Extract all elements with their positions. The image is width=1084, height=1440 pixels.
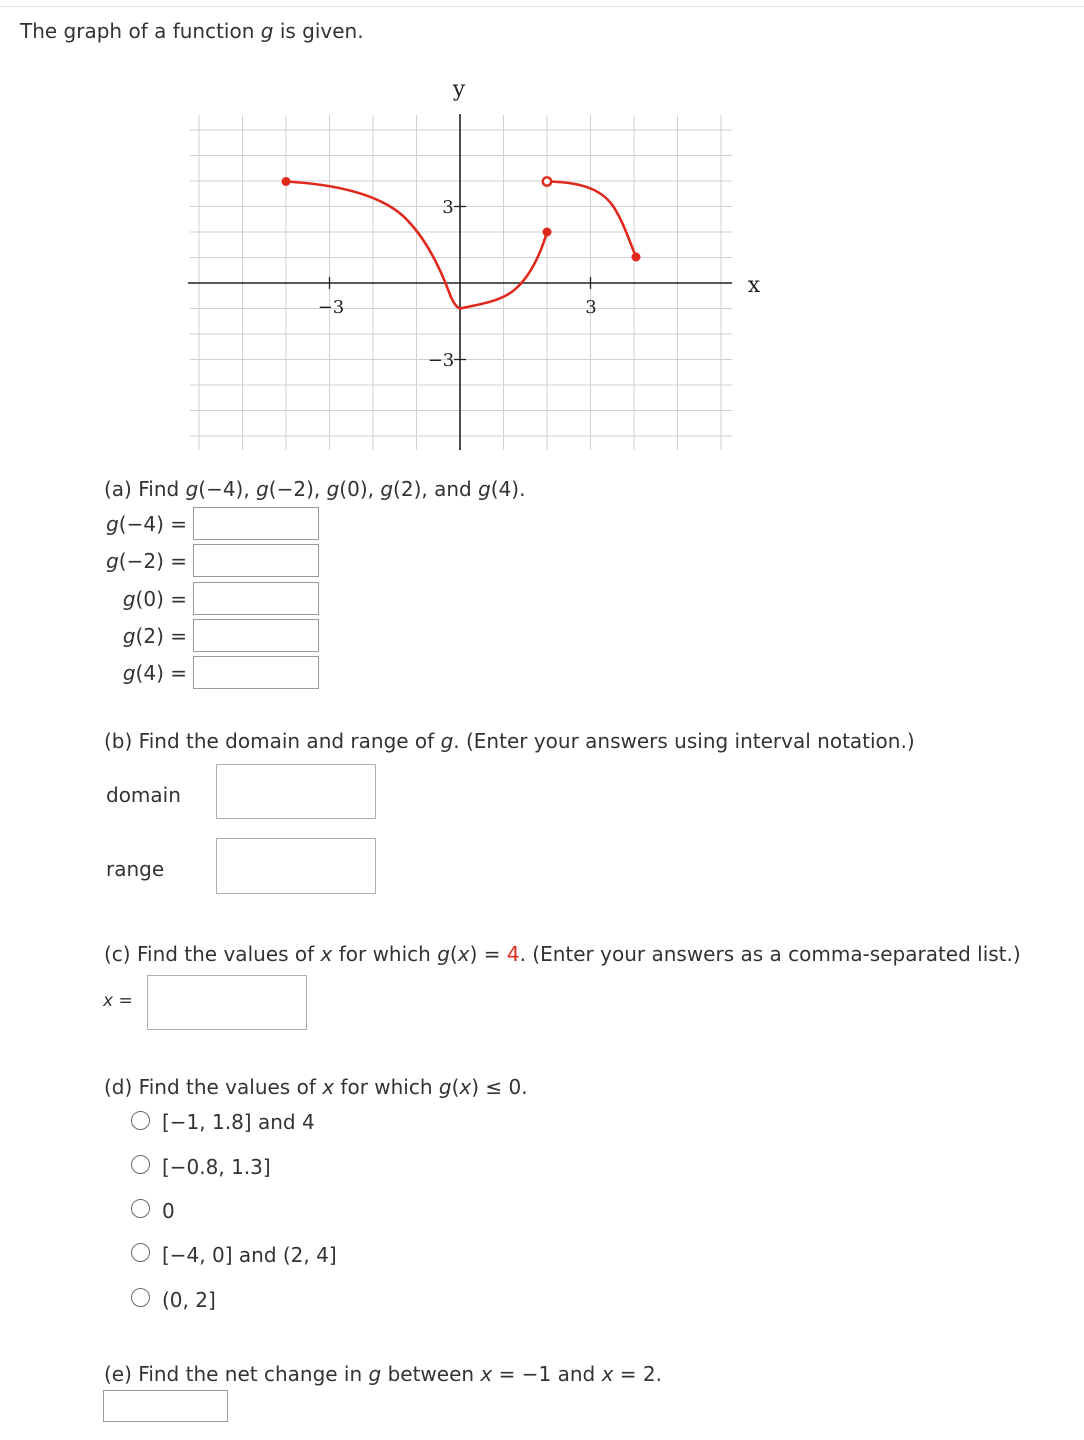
domain-input[interactable]: [216, 764, 376, 819]
part-c-func: g: [437, 942, 450, 966]
option-1-radio[interactable]: [131, 1111, 150, 1130]
part-a-a3: (0),: [339, 477, 381, 501]
part-c-close: ) =: [469, 942, 507, 966]
part-b-var: g: [440, 729, 454, 753]
net-change-input[interactable]: [103, 1390, 228, 1422]
option-5-label[interactable]: (0, 2]: [162, 1288, 216, 1312]
part-c-var-x: x: [320, 942, 333, 966]
part-e-eq1: = −1 and: [492, 1362, 602, 1386]
x-axis-label: x: [747, 273, 761, 298]
y-tick-label-neg3: −3: [427, 350, 455, 371]
g-neg4-label: g(−4) =: [106, 512, 187, 536]
part-a-g2: g: [256, 477, 269, 501]
part-c-open: (: [449, 942, 458, 966]
part-e-question: [104, 1362, 662, 1386]
part-c-prefix: (c) Find the values of: [104, 942, 321, 966]
y-tick-label-3: 3: [442, 197, 454, 218]
option-2-label[interactable]: [−0.8, 1.3]: [162, 1155, 271, 1179]
endpoint-open-mid: [543, 177, 551, 185]
g-2-input[interactable]: [193, 619, 319, 652]
part-d-open: (: [451, 1075, 460, 1099]
option-4-label[interactable]: [−4, 0] and (2, 4]: [162, 1243, 337, 1267]
top-divider: [0, 6, 1084, 7]
g-0-label: g(0) =: [122, 587, 187, 611]
part-b-prefix: (b) Find the domain and range of: [104, 729, 441, 753]
x-values-input[interactable]: [147, 975, 307, 1030]
g-neg4-input[interactable]: [193, 507, 319, 540]
part-b-question: [104, 729, 915, 753]
endpoint-closed-left: [282, 177, 291, 186]
part-c-target-value: 4: [506, 942, 520, 966]
part-e-eq2: = 2.: [613, 1362, 662, 1386]
range-label: range: [106, 857, 165, 881]
part-a-a4: (2), and: [393, 477, 479, 501]
function-curve: [286, 182, 636, 309]
part-e-prefix: (e) Find the net change in: [104, 1362, 369, 1386]
part-a-a5: (4).: [490, 477, 526, 501]
x-equals-label: x =: [103, 991, 133, 1011]
part-a-g5: g: [478, 477, 491, 501]
option-4-radio[interactable]: [131, 1243, 150, 1262]
option-2-radio[interactable]: [131, 1155, 150, 1174]
part-c-arg-x: x: [457, 942, 470, 966]
endpoint-closed-mid: [543, 228, 552, 237]
part-a-prefix: (a) Find: [104, 477, 186, 501]
part-e-mid: between: [381, 1362, 481, 1386]
x-tick-label-3: 3: [585, 297, 597, 318]
part-d-arg-x: x: [459, 1075, 472, 1099]
part-a-a1: (−4),: [198, 477, 257, 501]
curve-right-arc: [547, 182, 636, 258]
part-c-suffix: . (Enter your answers as a comma-separated list.): [519, 942, 1021, 966]
part-a-g4: g: [380, 477, 394, 501]
part-d-var-x: x: [322, 1075, 335, 1099]
range-input[interactable]: [216, 838, 376, 894]
part-a-a2: (−2),: [268, 477, 327, 501]
part-d-close: ) ≤ 0.: [471, 1075, 528, 1099]
intro-pre: The graph of a function: [20, 19, 261, 43]
option-3-radio[interactable]: [131, 1199, 150, 1218]
part-e-x1: x: [480, 1362, 493, 1386]
g-2-label: g(2) =: [122, 624, 187, 648]
function-graph: [180, 70, 780, 455]
option-3-label[interactable]: 0: [162, 1199, 175, 1223]
endpoint-closed-right: [632, 253, 641, 262]
part-e-x2: x: [601, 1362, 614, 1386]
y-axis-label: y: [452, 77, 466, 102]
g-neg2-input[interactable]: [193, 544, 319, 577]
part-a-question: [104, 477, 525, 501]
option-1-label[interactable]: [−1, 1.8] and 4: [162, 1110, 315, 1134]
g-4-label: g(4) =: [122, 661, 187, 685]
option-5-radio[interactable]: [131, 1288, 150, 1307]
x-tick-label-neg3: −3: [317, 297, 345, 318]
g-0-input[interactable]: [193, 582, 319, 615]
g-4-input[interactable]: [193, 656, 319, 689]
part-d-question: [104, 1075, 528, 1099]
part-a-g1: g: [185, 477, 199, 501]
domain-label: domain: [106, 783, 181, 807]
part-e-var: g: [368, 1362, 382, 1386]
part-a-g3: g: [326, 477, 340, 501]
intro-text: [20, 19, 364, 43]
intro-post: is given.: [273, 19, 364, 43]
part-d-func: g: [438, 1075, 452, 1099]
part-b-suffix: . (Enter your answers using interval notation.): [453, 729, 915, 753]
intro-var: g: [260, 19, 274, 43]
part-d-prefix: (d) Find the values of: [104, 1075, 323, 1099]
g-neg2-label: g(−2) =: [106, 549, 187, 573]
part-c-mid: for which: [332, 942, 438, 966]
part-d-mid: for which: [334, 1075, 439, 1099]
part-c-question: [104, 942, 1021, 966]
